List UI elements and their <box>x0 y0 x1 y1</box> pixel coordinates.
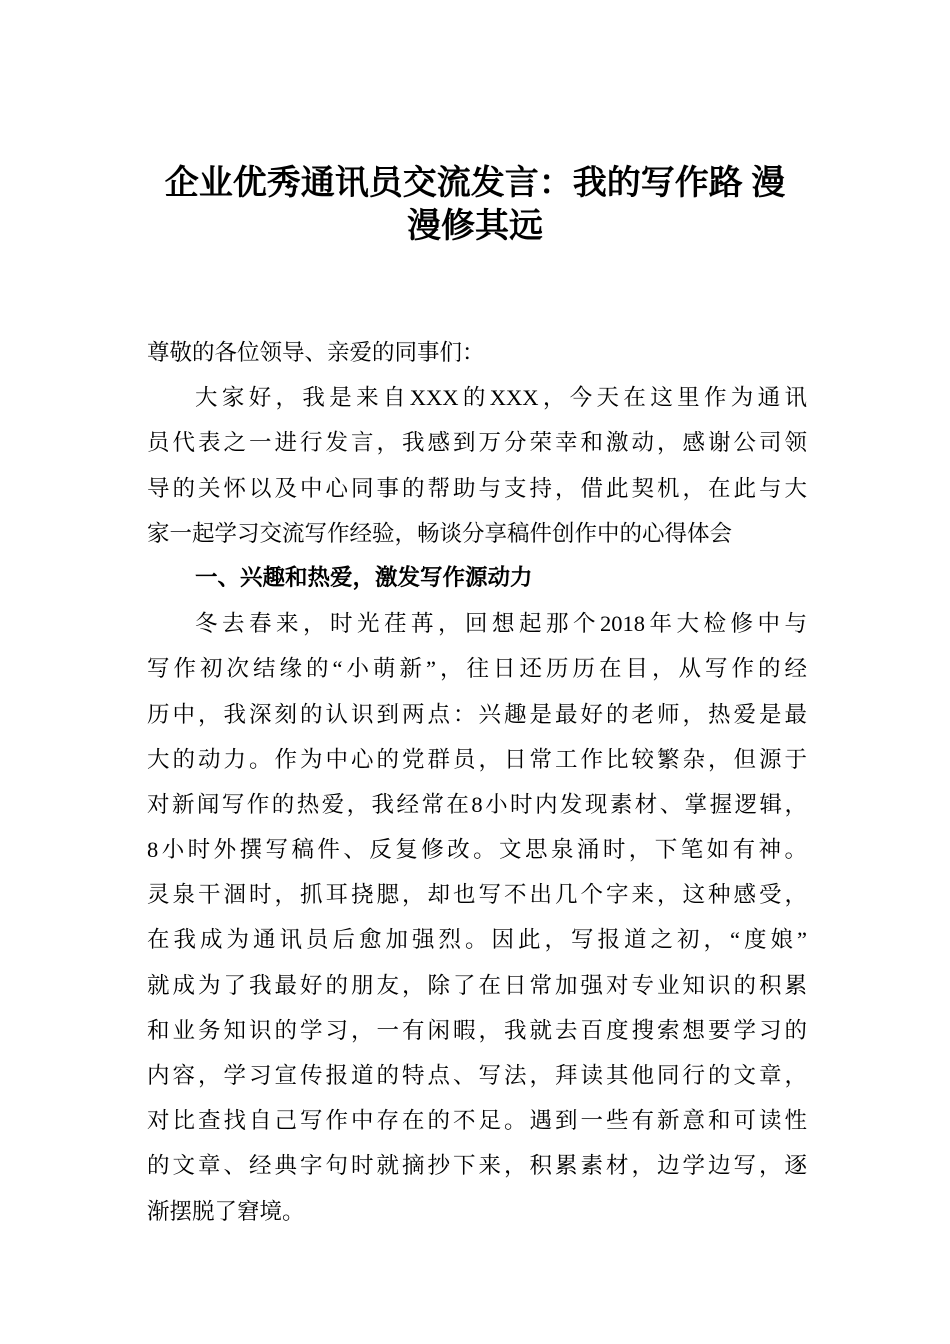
paragraph-line: 家一起学习交流写作经验，畅谈分享稿件创作中的心得体会 <box>147 520 733 546</box>
paragraph-line: 渐摆脱了窘境。 <box>147 1198 305 1224</box>
paragraph-greeting <box>147 375 807 556</box>
document-body <box>147 330 807 1234</box>
paragraph-line: 内容，学习宣传报道的特点、写法，拜读其他同行的文章， <box>147 1063 807 1088</box>
paragraph-line: 大的动力。作为中心的党群员，日常工作比较繁杂，但源于 <box>147 746 807 772</box>
salutation <box>147 330 807 375</box>
paragraph-line: 员代表之一进行发言，我感到万分荣幸和激动，感谢公司领 <box>147 430 807 456</box>
paragraph-line: 历中，我深刻的认识到两点：兴趣是最好的老师，热爱是最 <box>147 701 807 727</box>
paragraph-line: 就成为了我最好的朋友，除了在日常加强对专业知识的积累 <box>147 972 807 998</box>
paragraph-line: 在我成为通讯员后愈加强烈。因此，写报道之初，“度娘” <box>147 927 807 953</box>
paragraph-line: 导的关怀以及中心同事的帮助与支持，借此契机，在此与大 <box>147 475 807 501</box>
salutation-line: 尊敬的各位领导、亲爱的同事们： <box>147 340 485 365</box>
paragraph-line: 对新闻写作的热爱，我经常在8小时内发现素材、掌握逻辑， <box>147 791 807 817</box>
paragraph-line: 大家好，我是来自XXX的XXX，今天在这里作为通讯 <box>195 385 807 411</box>
paragraph-line: 灵泉干涸时，抓耳挠腮，却也写不出几个字来，这种感受， <box>147 882 807 908</box>
heading-line: 一、兴趣和热爱，激发写作源动力 <box>195 564 533 591</box>
title-line-2: 漫修其远 <box>407 208 543 245</box>
paragraph-line: 对比查找自己写作中存在的不足。遇到一些有新意和可读性 <box>147 1108 807 1134</box>
paragraph-line: 冬去春来，时光荏苒，回想起那个2018年大检修中与 <box>195 611 807 637</box>
paragraph-line: 写作初次结缘的“小萌新”，往日还历历在目，从写作的经 <box>147 656 807 682</box>
paragraph-line: 和业务知识的学习，一有闲暇，我就去百度搜索想要学习的 <box>147 1017 807 1043</box>
title-line-1: 企业优秀通讯员交流发言：我的写作路 漫 <box>164 165 786 202</box>
paragraph-interest <box>147 601 807 1234</box>
document-title <box>140 162 810 248</box>
paragraph-line: 的文章、经典字句时就摘抄下来，积累素材，边学边写，逐 <box>147 1153 807 1179</box>
paragraph-line: 8小时外撰写稿件、反复修改。文思泉涌时，下笔如有神。 <box>147 837 807 863</box>
section-heading <box>147 556 807 601</box>
